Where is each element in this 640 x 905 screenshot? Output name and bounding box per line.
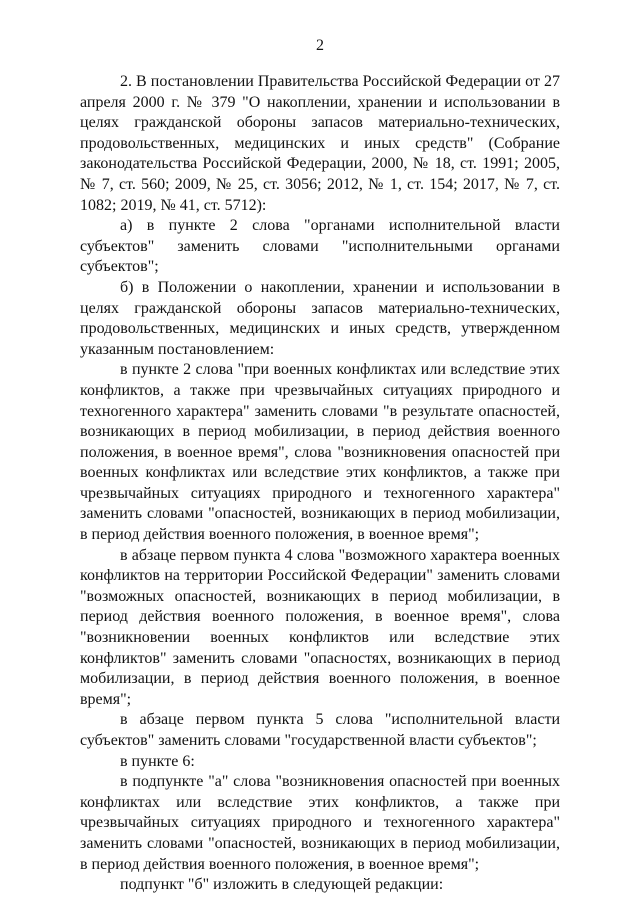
paragraph-point-5-amendment: в абзаце первом пункта 5 слова "исполнительной власти субъектов" заменить словами "государственной власти субъектов"; [80,711,560,749]
paragraph-subclause-a: а) в пункте 2 слова "органами исполнительной власти субъектов" заменить словами "исполнительными органами субъектов"; [80,217,560,276]
document-body [80,72,560,896]
paragraph-subclause-b: б) в Положении о накоплении, хранении и использовании в целях гражданской обороны запасов материально-технических, продовольственных, медицинских и иных средств, утвержденном указанным постановлением: [80,278,560,358]
paragraph-subpoint-b-intro: подпункт "б" изложить в следующей редакции: [120,876,444,894]
paragraph-clause-2: 2. В постановлении Правительства Российской Федерации от 27 апреля 2000 г. № 379 "О накоплении, хранении и использовании в целях гражданской обороны запасов материально-технических, продовольственных, медицинских и иных средств" (Собрание законодательства Российской Федерации, 2000, № 18, ст. 1991; 2005, № 7, ст. 560; 2009, № 25, ст. 3056; 2012, № 1, ст. 154; 2017, № 7, ст. 1082; 2019, № 41, ст. 5712): [80,73,560,214]
paragraph-point-2-amendment: в пункте 2 слова "при военных конфликтах или вследствие этих конфликтов, а также при чрезвычайных ситуациях природного и техногенного характера" заменить словами "в результате опасностей, возникающих в период мобилизации, в период действия военного положения, в военное время", слова "возникновения опасностей при военных конфликтах или вследствие этих конфликтов, а также при чрезвычайных ситуациях природного и техногенного характера" заменить словами "опасностей, возникающих в период мобилизации, в период действия военного положения, в военное время"; [80,361,560,544]
paragraph-point-4-amendment: в абзаце первом пункта 4 слова "возможного характера военных конфликтов на территории Российской Федерации" заменить словами "возможных опасностей, возникающих в период мобилизации, в период действия военного положения, в военное время", слова "возникновении военных конфликтов или вследствие этих конфликтов" заменить словами "опасностях, возникающих в период мобилизации, в период действия военного положения, в военное время"; [80,546,560,708]
page-number: 2 [316,37,324,54]
paragraph-point-6-intro: в пункте 6: [120,752,195,770]
paragraph-subpoint-a-amendment: в подпункте "а" слова "возникновения опасностей при военных конфликтах или вследствие этих конфликтов, а также при чрезвычайных ситуациях природного и техногенного характера" заменить словами "опасностей, возникающих в период мобилизации, в период действия военного положения, в военное время"; [80,773,560,873]
